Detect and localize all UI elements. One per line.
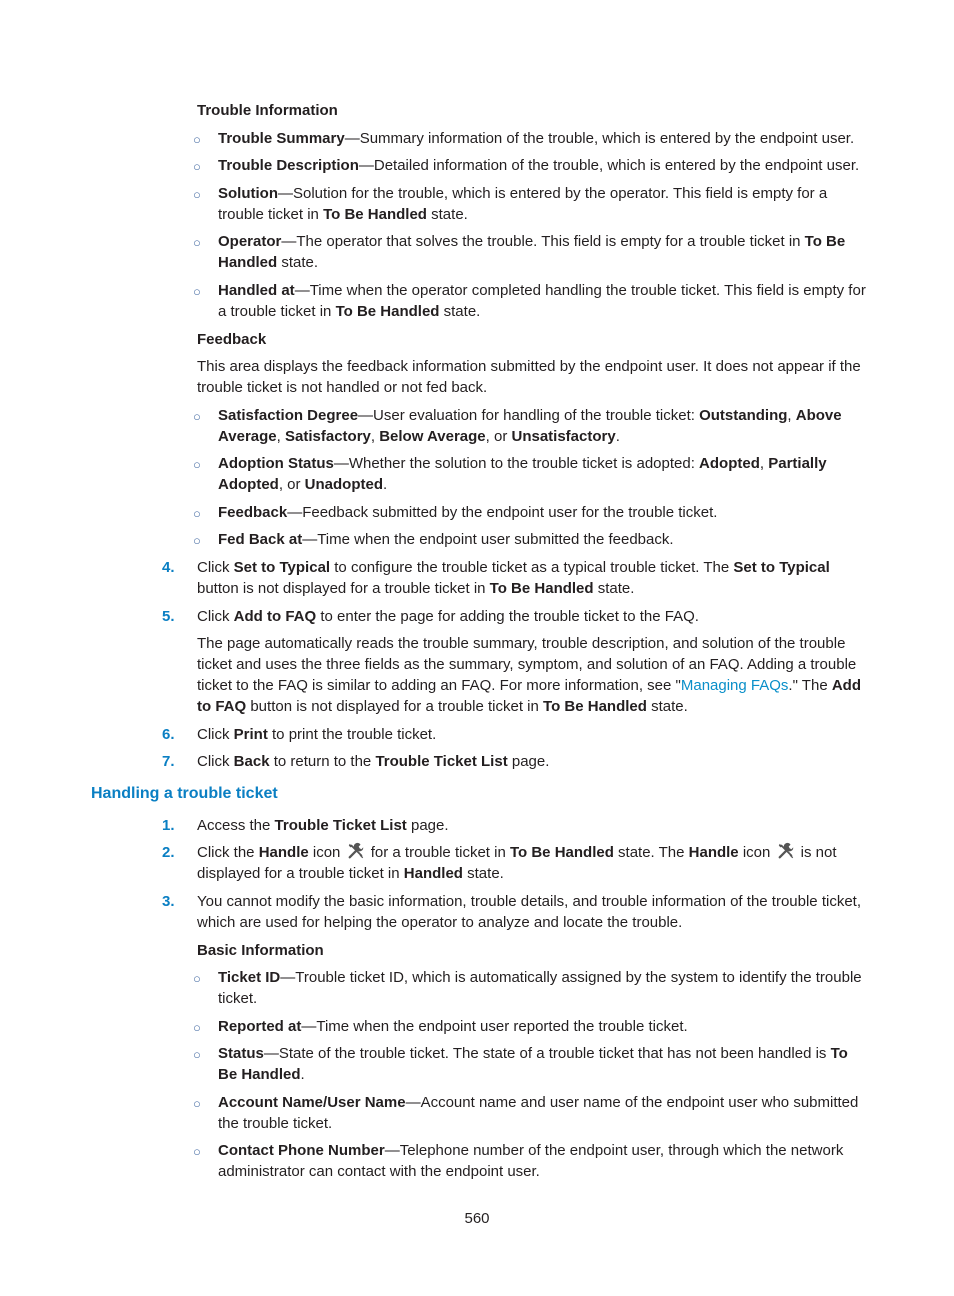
list-item: Reported at—Time when the endpoint user reported the trouble ticket. xyxy=(218,1018,688,1035)
list-item: Trouble Summary—Summary information of the trouble, which is entered by the endpoint user. xyxy=(218,130,855,147)
feedback-heading: Feedback xyxy=(197,331,267,348)
bullet-icon: ○ xyxy=(193,409,201,424)
list-item: Contact Phone Number—Telephone number of the endpoint user, through which the network administrator can contact with the endpoint user. xyxy=(218,1142,844,1180)
step-number: 6. xyxy=(162,726,175,743)
step-5-detail: The page automatically reads the trouble summary, trouble description, and solution of the trouble ticket and uses the three fields as the summary, symptom, and solution of an FAQ. Adding a trouble ticket to the FAQ is similar to adding an FAQ. For more information, see "Managing FAQs." The Add to FAQ button is not displayed for a trouble ticket in To Be Handled state. xyxy=(197,635,861,715)
step-number: 3. xyxy=(162,893,175,910)
trouble-info-heading: Trouble Information xyxy=(197,102,338,119)
step-3: You cannot modify the basic information, trouble details, and trouble information of the trouble ticket, which are used for helping the operator to analyze and locate the trouble. xyxy=(197,893,861,931)
step-4: Click Set to Typical to configure the trouble ticket as a typical trouble ticket. The Set to Typical button is not displayed for a trouble ticket in To Be Handled state. xyxy=(197,559,830,597)
bullet-icon: ○ xyxy=(193,457,201,472)
step-1: Access the Trouble Ticket List page. xyxy=(197,817,449,834)
step-number: 2. xyxy=(162,844,175,861)
wrench-screwdriver-icon xyxy=(777,842,795,860)
bullet-icon: ○ xyxy=(193,533,201,548)
step-number: 5. xyxy=(162,608,175,625)
step-6: Click Print to print the trouble ticket. xyxy=(197,726,437,743)
step-7: Click Back to return to the Trouble Ticket List page. xyxy=(197,753,550,770)
step-2: Click the Handle icon for a trouble ticket in To Be Handled state. The Handle icon is not displayed for a trouble ticket in Handled state. xyxy=(197,844,837,882)
list-item: Feedback—Feedback submitted by the endpoint user for the trouble ticket. xyxy=(218,504,718,521)
list-item: Status—State of the trouble ticket. The state of a trouble ticket that has not been handled is To Be Handled. xyxy=(218,1045,848,1083)
bullet-icon: ○ xyxy=(193,284,201,299)
list-item: Operator—The operator that solves the trouble. This field is empty for a trouble ticket in To Be Handled state. xyxy=(218,233,846,271)
bullet-icon: ○ xyxy=(193,1020,201,1035)
step-number: 4. xyxy=(162,559,175,576)
list-item: Trouble Description—Detailed information of the trouble, which is entered by the endpoint user. xyxy=(218,157,860,174)
list-item: Adoption Status—Whether the solution to the trouble ticket is adopted: Adopted, Partially Adopted, or Unadopted. xyxy=(218,455,827,493)
bullet-icon: ○ xyxy=(193,506,201,521)
list-item: Handled at—Time when the operator completed handling the trouble ticket. This field is empty for a trouble ticket in To Be Handled state. xyxy=(218,282,866,320)
basic-info-heading: Basic Information xyxy=(197,942,324,959)
bullet-icon: ○ xyxy=(193,1047,201,1062)
step-number: 7. xyxy=(162,753,175,770)
list-item: Solution—Solution for the trouble, which is entered by the operator. This field is empty for a trouble ticket in To Be Handled state. xyxy=(218,185,828,223)
wrench-screwdriver-icon xyxy=(347,842,365,860)
bullet-icon: ○ xyxy=(193,132,201,147)
bullet-icon: ○ xyxy=(193,187,201,202)
feedback-intro: This area displays the feedback information submitted by the endpoint user. It does not appear if the trouble ticket is not handled or not fed back. xyxy=(197,358,861,396)
bullet-icon: ○ xyxy=(193,1144,201,1159)
step-number: 1. xyxy=(162,817,175,834)
list-item: Satisfaction Degree—User evaluation for handling of the trouble ticket: Outstanding, Above Average, Satisfactory, Below Average, or Unsatisfactory. xyxy=(218,407,842,445)
bullet-icon: ○ xyxy=(193,1096,201,1111)
step-5: Click Add to FAQ to enter the page for adding the trouble ticket to the FAQ. xyxy=(197,608,699,625)
page-number: 560 xyxy=(464,1210,490,1227)
managing-faqs-link[interactable]: Managing FAQs xyxy=(680,677,789,694)
list-item: Account Name/User Name—Account name and user name of the endpoint user who submitted the trouble ticket. xyxy=(218,1094,859,1132)
list-item: Fed Back at—Time when the endpoint user submitted the feedback. xyxy=(218,531,674,548)
list-item: Ticket ID—Trouble ticket ID, which is automatically assigned by the system to identify the trouble ticket. xyxy=(218,969,862,1007)
section-title: Handling a trouble ticket xyxy=(91,785,278,802)
bullet-icon: ○ xyxy=(193,159,201,174)
bullet-icon: ○ xyxy=(193,971,201,986)
bullet-icon: ○ xyxy=(193,235,201,250)
